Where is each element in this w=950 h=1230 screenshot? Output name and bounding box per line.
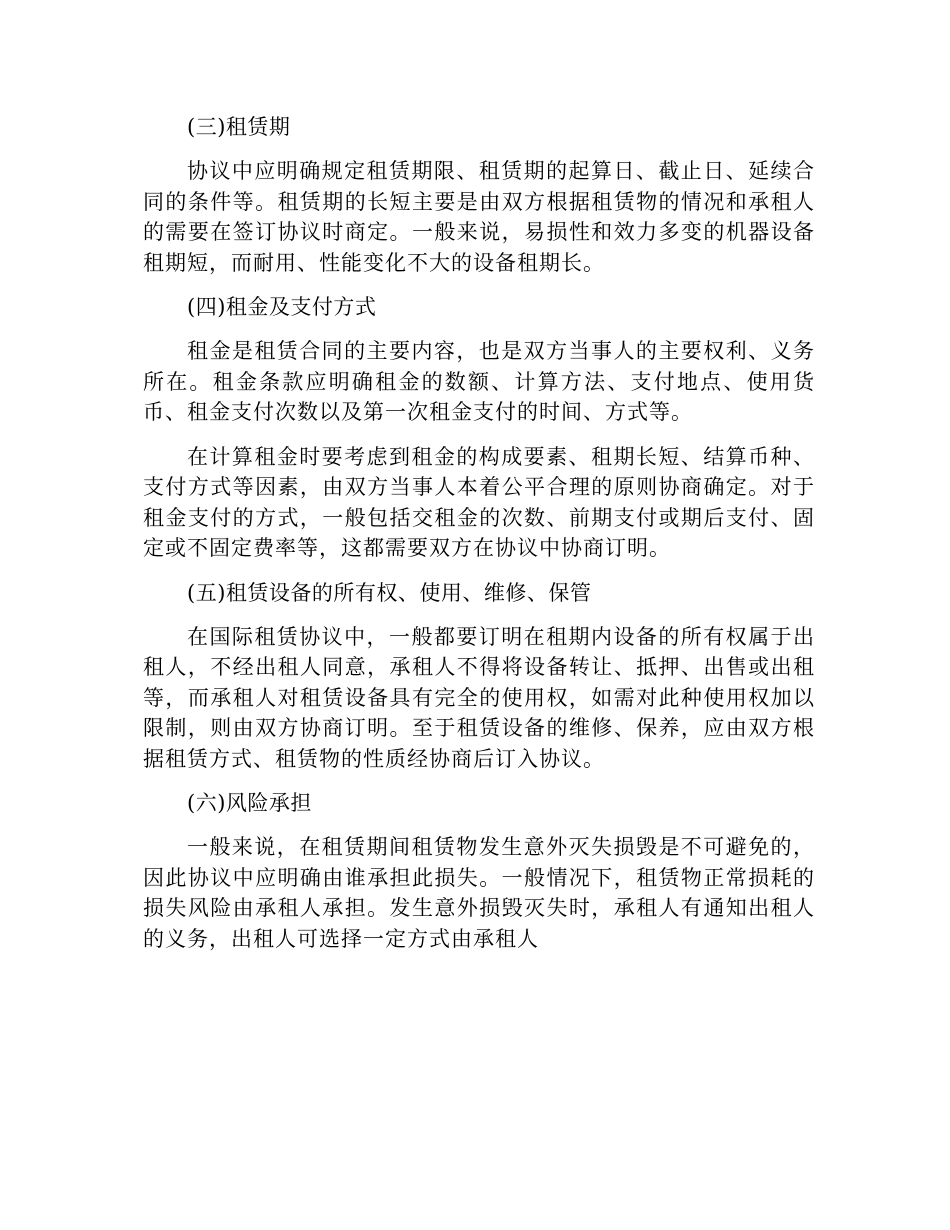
section-heading-5: (五)租赁设备的所有权、使用、维修、保管: [187, 580, 592, 605]
section-heading-6: (六)风险承担: [187, 791, 312, 815]
section-5-paragraph-1: 在国际租赁协议中，一般都要订明在租期内设备的所有权属于出租人，不经出租人同意，承租人不得将设备转让、抵押、出售或出租等，而承租人对租赁设备具有完全的使用权，如需对此种使用权加以限制，则由双方协商订明。至于租赁设备的维修、保养，应由双方根据租赁方式、租赁物的性质经协商后订入协议。: [143, 624, 815, 771]
section-4-paragraph-1: 租金是租赁合同的主要内容，也是双方当事人的主要权利、义务所在。租金条款应明确租金的数额、计算方法、支付地点、使用货币、租金支付次数以及第一次租金支付的时间、方式等。: [143, 339, 815, 424]
section-4-paragraph-2: 在计算租金时要考虑到租金的构成要素、租期长短、结算币种、支付方式等因素，由双方当事人本着公平合理的原则协商确定。对于租金支付的方式，一般包括交租金的次数、前期支付或期后支付、固定或不固定费率等，这都需要双方在协议中协商订明。: [143, 444, 815, 560]
section-3-paragraph-1: 协议中应明确规定租赁期限、租赁期的起算日、截止日、延续合同的条件等。租赁期的长短主要是由双方根据租赁物的情况和承租人的需要在签订协议时商定。一般来说，易损性和效力多变的机器设备租期短，而耐用、性能变化不大的设备租期长。: [143, 159, 815, 275]
document-page: [143, 112, 815, 968]
section-heading-3: (三)租赁期: [187, 115, 291, 139]
section-heading-4: (四)租金及支付方式: [187, 295, 377, 319]
section-6-paragraph-1: 一般来说，在租赁期间租赁物发生意外灭失损毁是不可避免的，因此协议中应明确由谁承担此损失。一般情况下，租赁物正常损耗的损失风险由承租人承担。发生意外损毁灭失时，承租人有通知出租人的义务，出租人可选择一定方式由承租人: [143, 835, 815, 951]
